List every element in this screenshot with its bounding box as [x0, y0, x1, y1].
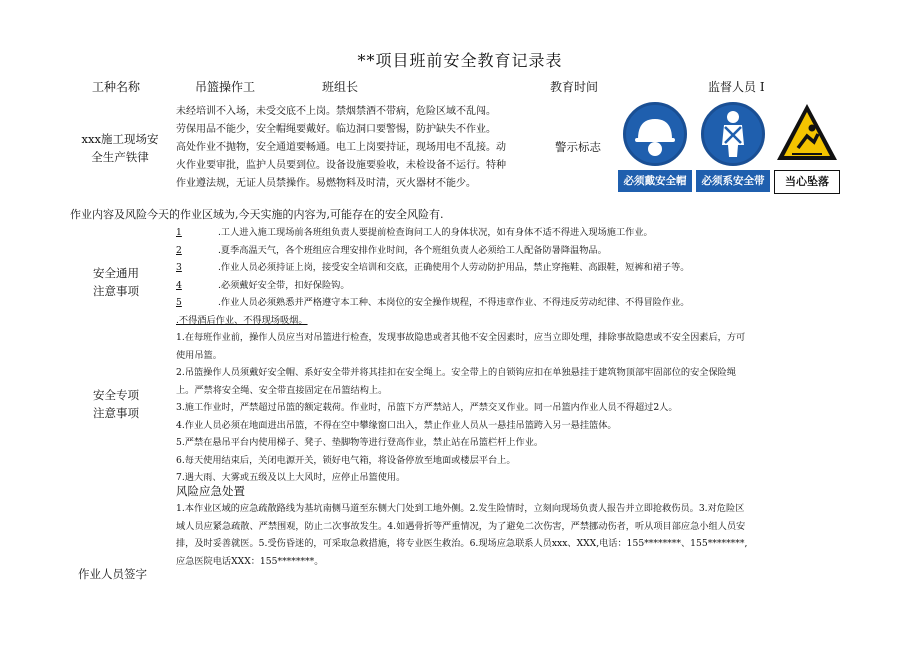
signature-label: 作业人员签字	[78, 567, 147, 581]
list-item: 6.每天使用结束后，关闭电源开关，锁好电气箱，将设备停放至地面或楼层平台上。	[176, 454, 516, 466]
list-item: 1 .工人进入施工现场前各班组负责人要提前检查询问工人的身体状况，如有身体不适不得进入现场施工作业。	[176, 227, 653, 238]
list-item: 7.遇大雨、大雾或五级及以上大风时，应停止吊篮使用。	[176, 472, 406, 483]
list-item: 3.施工作业时，严禁超过吊篮的额定载荷。作业时，吊篮下方严禁站人，严禁交叉作业。同一吊篮内作业人员不得超过2人。	[176, 402, 678, 413]
list-item: 使用吊篮。	[176, 349, 222, 361]
special-items	[176, 329, 866, 487]
sign-fall-warning	[774, 100, 840, 194]
warning-signs-label: 警示标志	[555, 140, 601, 154]
helmet-icon	[623, 102, 687, 166]
discipline-line: 高处作业不抛物，安全通道要畅通。电工上岗要持证，现场用电不乱接。动	[176, 142, 506, 153]
sign-caption: 必须系安全带	[696, 170, 770, 192]
discipline-rules	[176, 103, 551, 193]
list-item: 5 .作业人员必须熟悉并严格遵守本工种、本岗位的安全操作规程，不得违章作业、不得违反劳动纪律、不得冒险作业。	[176, 297, 690, 308]
discipline-line: 作业遵法规，无证人员禁操作。易燃物料及时清，灭火器材不能少。	[176, 178, 476, 189]
list-item: 4.作业人员必须在地面进出吊篮，不得在空中攀缘窗口出入，禁止作业人员从一悬挂吊篮跨入另一悬挂篮体。	[176, 419, 617, 431]
list-item: 1.在每班作业前，操作人员应当对吊篮进行检查，发现事故隐患或者其他不安全因素时，应当立即处理，排除事故隐患或不安全因素后，方可	[176, 332, 746, 343]
list-item: 1.本作业区域的应急疏散路线为基坑南侧马道至东侧大门处到工地外侧。2.发生险情时，立刻向现场负责人报告并立即抢救伤员。3.对危险区	[176, 503, 745, 514]
fall-warning-icon	[774, 100, 840, 168]
emergency-heading: 风险应急处置	[176, 484, 245, 498]
education-time-label: 教育时间	[550, 80, 599, 94]
discipline-line: 未经培训不入场，未受交底不上岗。禁烟禁酒不带病，危险区域不乱闯。	[176, 106, 496, 117]
list-item: 2.吊篮操作人员须戴好安全帽、系好安全带并将其挂扣在安全绳上。安全带上的自锁钩应扣在单独悬挂于建筑物顶部牢固部位的安全保险绳	[176, 367, 737, 378]
discipline-line: 火作业要审批，监护人员要到位。设备设施要验收，未检设备不运行。特种	[176, 160, 506, 171]
special-label: 安全专项 注意事项	[93, 388, 139, 420]
list-item: 3 .作业人员必须持证上岗，接受安全培训和交底，正确使用个人劳动防护用品，禁止穿拖鞋、高跟鞋，短裤和裙子等。	[176, 262, 690, 273]
discipline-line: 劳保用品不能少，安全帽绳要戴好。临边洞口要警惕，防护缺失不作业。	[176, 124, 496, 135]
sign-helmet	[618, 100, 692, 194]
list-item: 应急医院电话XXX：155********。	[176, 555, 324, 567]
list-item: 5.严禁在悬吊平台内使用梯子、凳子、垫脚物等进行登高作业，禁止站在吊篮栏杆上作业。	[176, 437, 544, 448]
discipline-label: xxx施工现场安 全生产铁律	[81, 132, 159, 164]
team-leader-label: 班组长	[322, 80, 359, 94]
sign-harness	[696, 100, 770, 194]
page-title: **项目班前安全教育记录表	[357, 51, 563, 70]
work-intro: 作业内容及风险今天的作业区域为,今天实施的内容为,可能存在的安全风险有.	[70, 208, 444, 221]
emergency-items	[176, 500, 866, 570]
sign-caption: 当心坠落	[774, 170, 840, 194]
job-type-value: 吊篮操作工	[195, 80, 256, 94]
list-item: 域人员应紧急疏散、严禁围观，防止二次事故发生。4.如遇骨折等严重情况，为了避免二次伤害，严禁挪动伤者，听从项目部应急小组人员安	[176, 520, 746, 532]
list-item: 4 .必须戴好安全带，扣好保险钩。	[176, 279, 350, 291]
list-item: 上。严禁将安全绳、安全带直接固定在吊篮结构上。	[176, 384, 388, 396]
general-label: 安全通用 注意事项	[93, 266, 139, 298]
job-type-label: 工种名称	[92, 80, 141, 94]
list-item: 2 .夏季高温天气，各个班组应合理安排作业时间，各个班组负责人必须给工人配备防暑降温物品。	[176, 244, 607, 256]
safety-harness-icon	[701, 102, 765, 166]
list-item: 排，及时妥善就医。5.受伤昏迷的，可采取急救措施，将专业医生救治。6.现场应急联系人员xxx、XXX,电话：155********、155********,	[176, 538, 748, 549]
supervisor-label: 监督人员 I	[708, 80, 765, 94]
sign-caption: 必须戴安全帽	[618, 170, 692, 192]
list-item: .不得酒后作业、不得现场吸烟。	[176, 314, 308, 326]
general-items	[176, 224, 866, 329]
